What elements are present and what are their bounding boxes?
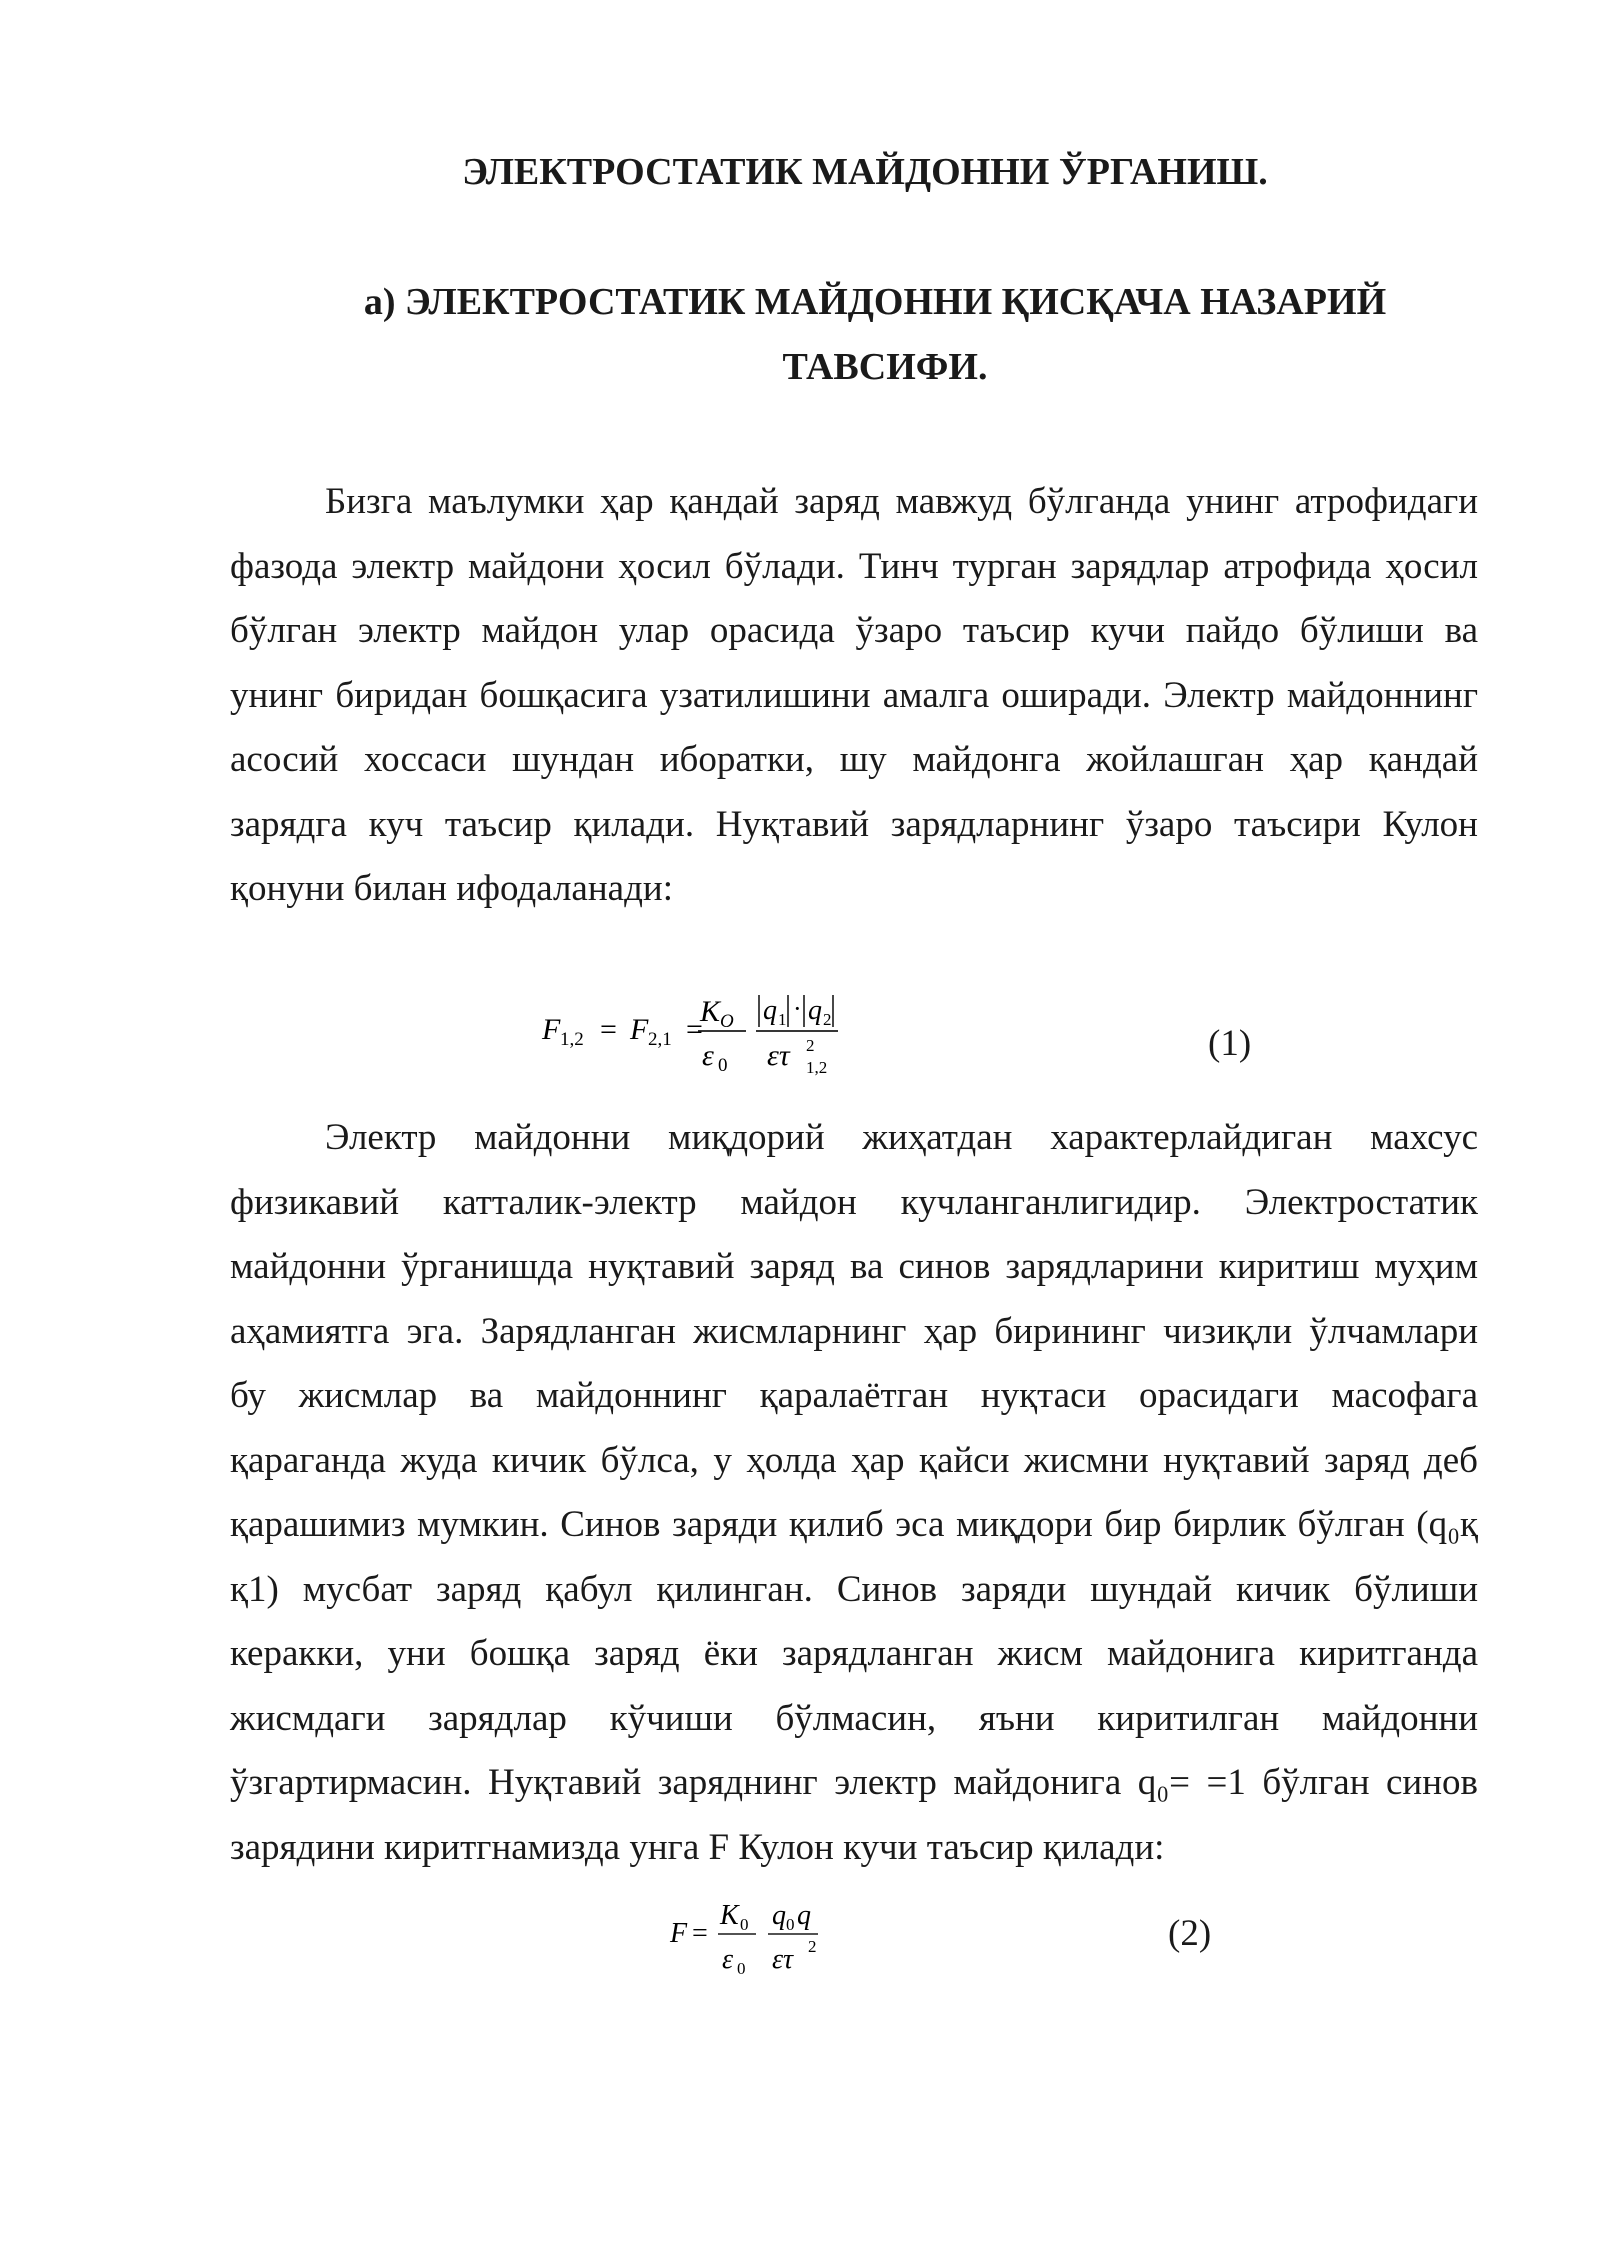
formula-f21: F: [630, 1013, 649, 1046]
formula-q1-sub: 1: [778, 1010, 787, 1029]
section-heading-line2: ТАВСИФИ.: [782, 346, 988, 388]
text-line: асосий хоссаси шундан иборатки, шу майдонга жойлашган ҳар қандай: [230, 739, 1478, 780]
text-line: майдонни ўрганишда нуқтавий заряд ва синов зарядларини киритиш муҳим: [230, 1246, 1478, 1287]
formula2-q: q: [797, 1900, 811, 1931]
text-line: физикавий катталик-электр майдон кучланганлигидир. Электростатик: [230, 1181, 1478, 1223]
formula2-f: F: [670, 1918, 688, 1949]
text-line: Электр майдонни миқдорий жиҳатдан характерлайдиган махсус: [325, 1117, 1478, 1158]
text-line: қараганда жуда кичик бўлса, у ҳолда ҳар қайси жисмни нуқтавий заряд деб: [230, 1439, 1478, 1481]
formula2-q0-sub: 0: [786, 1915, 795, 1934]
text-line: қарашимиз мумкин. Синов заряди қилиб эса миқдори бир бирлик бўлган (q₀қ: [230, 1504, 1478, 1545]
formula-tau-sub: 1,2: [806, 1058, 828, 1077]
text-line: ўзгартирмасин. Нуқтавий заряднинг электр майдонига q₀= =1 бўлган синов: [230, 1762, 1478, 1803]
formula-k: K: [700, 995, 721, 1028]
formula-epsilon0-sub: 0: [718, 1055, 728, 1076]
text-line: зарядга куч таъсир қилади. Нуқтавий зарядларнинг ўзаро таъсири Кулон: [230, 803, 1478, 845]
text-line: қ1) мусбат заряд қабул қилинган. Синов заряди шундай кичик бўлиши: [230, 1568, 1478, 1610]
formula2-tau-sup: 2: [808, 1937, 817, 1956]
coulomb-force-formula: [660, 1890, 840, 1990]
text-line: унинг биридан бошқасига узатилишини амалга оширади. Электр майдоннинг: [230, 674, 1478, 716]
formula2-eps-tau: ετ: [772, 1944, 794, 1975]
formula-f12: F: [542, 1013, 561, 1046]
equation-number-2: (2): [1168, 1913, 1212, 1954]
formula-tau-sup: 2: [806, 1036, 815, 1055]
formula2-k: K: [720, 1900, 739, 1931]
section-heading-line1: а) ЭЛЕКТРОСТАТИК МАЙДОННИ ҚИСҚАЧА НАЗАРИЙ: [363, 281, 1387, 323]
paragraph-intro: [230, 470, 1478, 922]
equation-number-1: (1): [1208, 1023, 1252, 1064]
formula2-k-sub: 0: [740, 1915, 749, 1934]
formula-q1: q: [763, 995, 777, 1026]
formula-dot: ·: [793, 994, 802, 1023]
formula-eq: =: [600, 1013, 617, 1046]
formula2-eq: =: [692, 1918, 708, 1949]
document-title: ЭЛЕКТРОСТАТИК МАЙДОННИ ЎРГАНИШ.: [462, 151, 1268, 193]
text-line: фазода электр майдони ҳосил бўлади. Тинч турган зарядлар атрофида ҳосил: [230, 545, 1478, 587]
coulomb-law-formula: [530, 985, 870, 1085]
formula-eq2: =: [686, 1013, 703, 1046]
formula2-epsilon-sub: 0: [737, 1959, 746, 1978]
text-line: аҳамиятга эга. Зарядланган жисмларнинг ҳар бирининг чизиқли ўлчамлари: [230, 1310, 1478, 1352]
formula-q2-sub: 2: [823, 1010, 832, 1029]
text-line: керакки, уни бошқа заряд ёки зарядланган жисм майдонига киритганда: [230, 1633, 1478, 1674]
formula2-q0: q: [772, 1900, 786, 1931]
text-line: Бизга маълумки ҳар қандай заряд мавжуд бўлганда унинг атрофидаги: [325, 481, 1478, 522]
formula2-epsilon: ε: [722, 1944, 734, 1975]
formula-f12-sub: 1,2: [560, 1029, 584, 1050]
formula-k-sub: O: [720, 1011, 734, 1032]
formula-epsilon0: ε: [702, 1039, 714, 1072]
text-line: жисмдаги зарядлар кўчиши бўлмасин, яъни киритилган майдонни: [230, 1697, 1478, 1739]
formula-eps-tau: ετ: [767, 1039, 790, 1072]
text-line: бўлган электр майдон улар орасида ўзаро таъсир кучи пайдо бўлиши ва: [230, 610, 1478, 651]
text-line: бу жисмлар ва майдоннинг қаралаётган нуқтаси орасидаги масофага: [230, 1375, 1478, 1416]
formula-q2: q: [808, 995, 822, 1026]
text-line: қонуни билан ифодаланади:: [230, 868, 673, 909]
paragraph-field-strength: [230, 1106, 1478, 1880]
formula-f21-sub: 2,1: [648, 1029, 672, 1050]
text-line: зарядини киритгнамизда унга F Кулон кучи таъсир қилади:: [230, 1826, 1165, 1868]
